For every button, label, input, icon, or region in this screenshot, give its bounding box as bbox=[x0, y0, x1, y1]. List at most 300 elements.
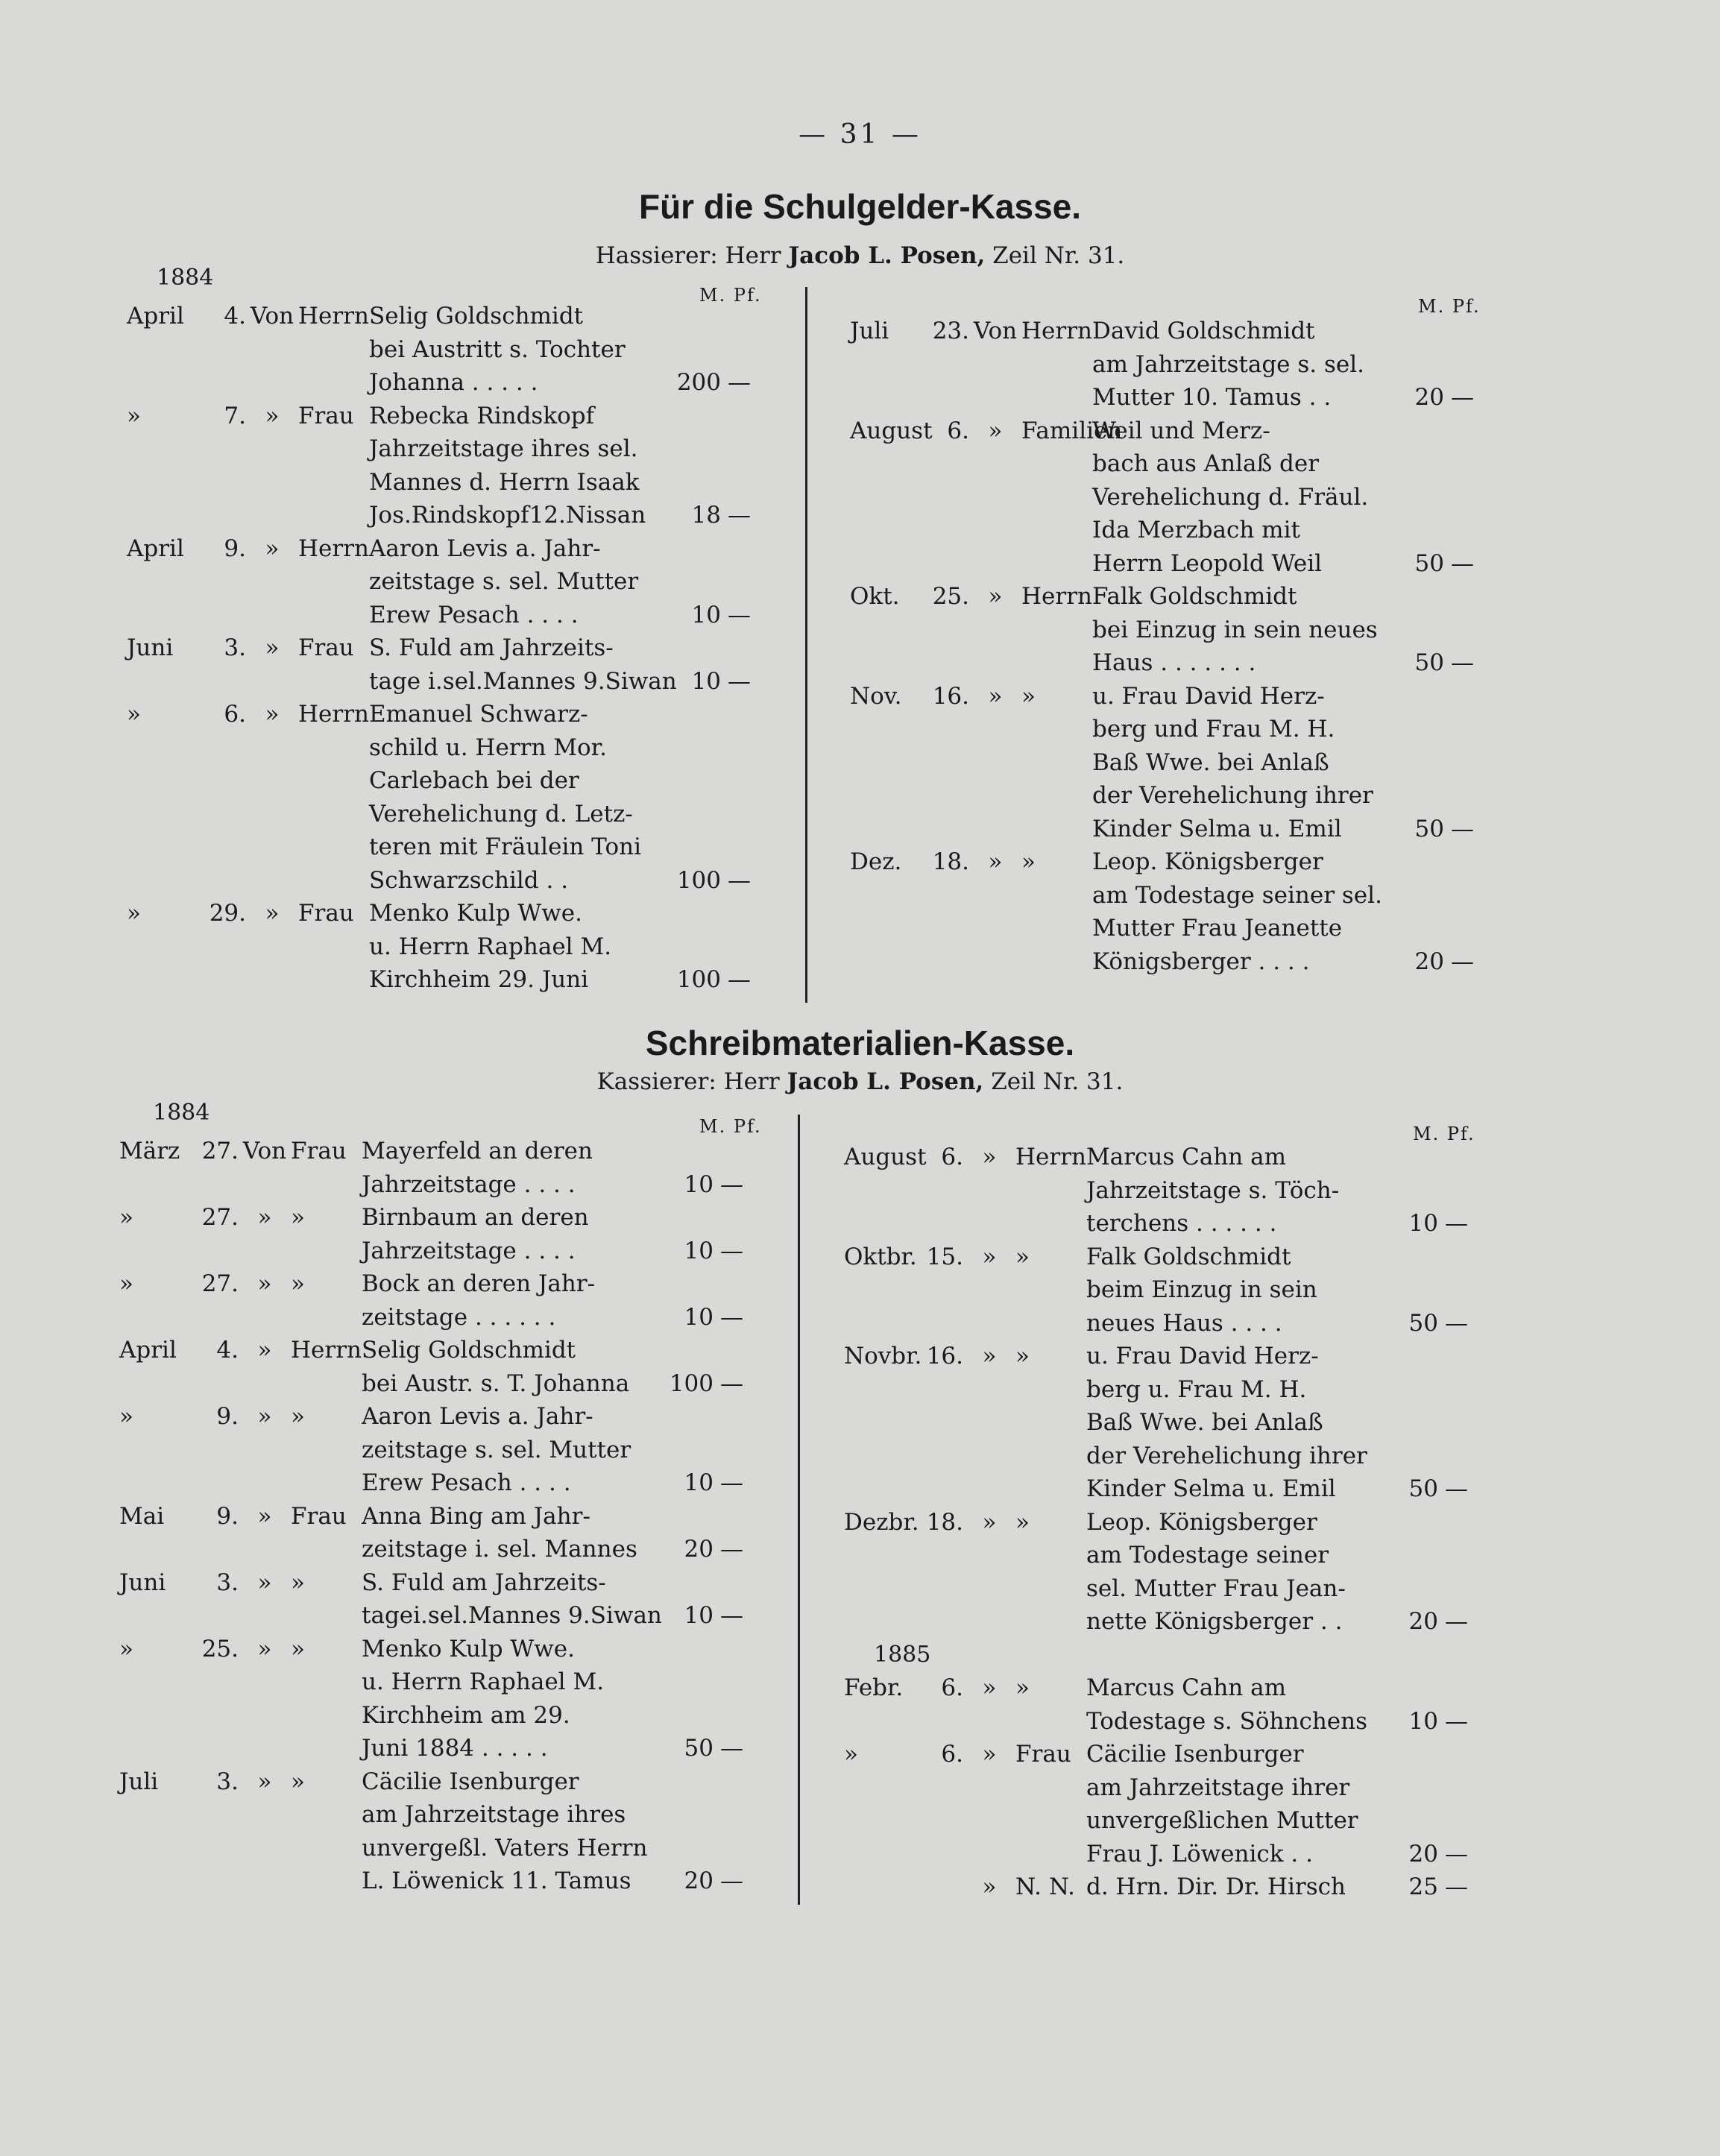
spacer bbox=[660, 1765, 713, 1799]
entry-preposition: » bbox=[982, 1674, 997, 1701]
entry-month: August bbox=[844, 1144, 927, 1170]
spacer bbox=[667, 333, 721, 367]
ledger-entry bbox=[850, 415, 1474, 581]
entry-date bbox=[119, 1500, 239, 1566]
entry-date bbox=[844, 1870, 963, 1904]
spacer bbox=[660, 1633, 713, 1666]
description-line: am Jahrzeitstage s. sel. bbox=[1092, 350, 1365, 378]
spacer bbox=[1390, 415, 1444, 448]
entry-mark-amount bbox=[1384, 1671, 1438, 1738]
entry-title: Herrn bbox=[298, 303, 369, 330]
entry-title: Herrn bbox=[1021, 583, 1092, 610]
entry-pfennig-amount bbox=[713, 1267, 743, 1334]
entry-pfennig-amount bbox=[1438, 1340, 1468, 1506]
description-line: Jahrzeitstage . . . . bbox=[362, 1170, 576, 1198]
pfennig-value: — bbox=[1445, 1608, 1468, 1635]
cashier-name: Jacob L. Posen, bbox=[788, 242, 986, 269]
description-line: Frau J. Löwenick . . bbox=[1086, 1840, 1313, 1867]
spacer bbox=[660, 1566, 713, 1600]
description-line: berg und Frau M. H. bbox=[1092, 716, 1335, 743]
description-line: tagei.sel.Mannes 9.Siwan bbox=[362, 1602, 662, 1629]
entry-mark-amount bbox=[660, 1633, 713, 1765]
description-line: nette Königsberger . . bbox=[1086, 1608, 1343, 1635]
description-line: u. Herrn Raphael M. bbox=[369, 933, 612, 960]
entry-mark-amount bbox=[1384, 1241, 1438, 1340]
entry-day: 27. bbox=[201, 1270, 239, 1297]
currency-header-right: M. Pf. bbox=[1418, 296, 1481, 317]
ledger-entry bbox=[844, 1738, 1468, 1870]
spacer bbox=[667, 631, 721, 665]
entry-pfennig-amount bbox=[721, 400, 751, 532]
entry-pfennig-amount bbox=[713, 1566, 743, 1633]
description-line: Todestage s. Söhnchens bbox=[1086, 1707, 1368, 1735]
spacer bbox=[660, 1665, 713, 1699]
entry-date bbox=[844, 1738, 963, 1870]
description-line: bei Austritt s. Tochter bbox=[369, 335, 626, 363]
entry-title: Frau bbox=[291, 1502, 347, 1530]
description-line: David Goldschmidt bbox=[1092, 318, 1315, 344]
entry-title: Herrn bbox=[1015, 1144, 1086, 1170]
entry-date bbox=[850, 415, 969, 581]
description-line: Juni 1884 . . . . . bbox=[362, 1735, 548, 1762]
spacer bbox=[660, 1798, 713, 1832]
description-line: Carlebach bei der bbox=[369, 767, 579, 794]
entry-pfennig-amount bbox=[1444, 315, 1474, 415]
entry-description bbox=[1092, 315, 1390, 415]
entry-pfennig-amount bbox=[1444, 845, 1474, 978]
entry-description bbox=[1086, 1738, 1384, 1870]
mark-value: 20 bbox=[1414, 948, 1444, 975]
entry-month: » bbox=[844, 1741, 858, 1768]
spacer bbox=[660, 1334, 713, 1367]
description-line: am Jahrzeitstage ihrer bbox=[1086, 1774, 1350, 1801]
entry-description bbox=[1086, 1141, 1384, 1241]
spacer bbox=[660, 1201, 713, 1235]
entry-day: 4. bbox=[224, 303, 246, 330]
entry-month: April bbox=[119, 1337, 177, 1364]
ledger-entry bbox=[127, 532, 751, 632]
pfennig-value: — bbox=[1451, 948, 1474, 975]
description-line: Kirchheim 29. Juni bbox=[369, 966, 589, 993]
ledger-left-column bbox=[119, 1135, 743, 1898]
mark-value: 20 bbox=[1408, 1840, 1438, 1867]
spacer bbox=[1384, 1671, 1438, 1705]
entry-date bbox=[127, 300, 246, 400]
entry-pfennig-amount bbox=[1438, 1870, 1468, 1904]
mark-value: 10 bbox=[1408, 1210, 1438, 1237]
spacer bbox=[721, 731, 751, 765]
description-line: unvergeßlichen Mutter bbox=[1086, 1807, 1358, 1834]
entry-preposition: » bbox=[257, 1502, 272, 1530]
spacer bbox=[667, 400, 721, 433]
entry-date bbox=[127, 897, 246, 997]
entry-day: 25. bbox=[932, 583, 969, 610]
mark-value: 50 bbox=[684, 1735, 713, 1762]
description-line: S. Fuld am Jahrzeits- bbox=[362, 1569, 606, 1596]
spacer bbox=[667, 830, 721, 864]
mark-value: 200 bbox=[676, 369, 721, 396]
spacer bbox=[1384, 1373, 1438, 1407]
mark-value: 50 bbox=[1414, 649, 1444, 676]
description-line: Emanuel Schwarz- bbox=[369, 701, 588, 728]
mark-value: 50 bbox=[1408, 1475, 1438, 1502]
cashier-prefix: Hassierer: Herr bbox=[595, 242, 781, 269]
spacer bbox=[713, 1633, 743, 1666]
entry-mark-amount bbox=[660, 1500, 713, 1566]
spacer bbox=[1444, 447, 1474, 481]
description-line: Königsberger . . . . bbox=[1092, 948, 1310, 975]
spacer bbox=[667, 764, 721, 798]
entry-mark-amount bbox=[667, 300, 721, 400]
entry-month: » bbox=[127, 402, 141, 429]
spacer bbox=[1384, 1506, 1438, 1539]
pfennig-value: — bbox=[720, 1303, 743, 1331]
description-line: L. Löwenick 11. Tamus bbox=[362, 1867, 631, 1894]
spacer bbox=[660, 1267, 713, 1301]
mark-value: 100 bbox=[676, 866, 721, 894]
description-line: Mutter 10. Tamus . . bbox=[1092, 384, 1332, 411]
entry-pfennig-amount bbox=[1438, 1506, 1468, 1639]
ledger-entry bbox=[850, 315, 1474, 415]
ledger-entry bbox=[844, 1141, 1468, 1241]
spacer bbox=[713, 1500, 743, 1534]
entry-title: » bbox=[291, 1403, 305, 1430]
description-line: d. Hrn. Dir. Dr. Hirsch bbox=[1086, 1873, 1346, 1900]
entry-date bbox=[850, 845, 969, 978]
spacer bbox=[1438, 1406, 1468, 1440]
pfennig-value: — bbox=[728, 502, 751, 529]
entry-mark-amount bbox=[1384, 1506, 1438, 1639]
entry-preposition: » bbox=[988, 848, 1003, 875]
entry-pfennig-amount bbox=[713, 1135, 743, 1201]
entry-mark-amount bbox=[660, 1267, 713, 1334]
entry-pfennig-amount bbox=[1444, 415, 1474, 581]
entry-month bbox=[844, 1870, 926, 1904]
description-line: am Todestage seiner bbox=[1086, 1542, 1329, 1569]
spacer bbox=[667, 565, 721, 599]
description-line: Aaron Levis a. Jahr- bbox=[362, 1403, 593, 1430]
spacer bbox=[667, 930, 721, 964]
entry-title: N. N. bbox=[1015, 1873, 1075, 1900]
description-line: Jahrzeitstage . . . . bbox=[362, 1237, 576, 1264]
entry-description bbox=[362, 1334, 660, 1400]
spacer bbox=[1444, 481, 1474, 514]
spacer bbox=[1444, 845, 1474, 879]
entry-mark-amount bbox=[1384, 1141, 1438, 1241]
entry-month: Mai bbox=[119, 1502, 165, 1530]
entry-description bbox=[362, 1765, 660, 1898]
description-line: Kinder Selma u. Emil bbox=[1086, 1475, 1336, 1502]
pfennig-value: — bbox=[720, 1536, 743, 1563]
mark-value: 10 bbox=[684, 1469, 713, 1496]
entry-preposition: » bbox=[257, 1569, 272, 1596]
entry-description bbox=[362, 1135, 660, 1201]
entry-month: Novbr. bbox=[844, 1343, 922, 1369]
ledger-right-column bbox=[850, 315, 1474, 978]
entry-description bbox=[1086, 1870, 1384, 1904]
entry-mark-amount bbox=[1390, 845, 1444, 978]
entry-day: 9. bbox=[216, 1502, 239, 1530]
spacer bbox=[1390, 680, 1444, 713]
description-line: berg u. Frau M. H. bbox=[1086, 1375, 1307, 1403]
description-line: Cäcilie Isenburger bbox=[1086, 1741, 1304, 1768]
spacer bbox=[667, 897, 721, 930]
spacer bbox=[1390, 746, 1444, 780]
entry-description bbox=[369, 698, 667, 897]
mark-value: 10 bbox=[684, 1237, 713, 1264]
entry-day: 18. bbox=[932, 848, 969, 875]
spacer bbox=[1444, 779, 1474, 813]
description-line: bach aus Anlaß der bbox=[1092, 450, 1320, 477]
year-label: 1884 bbox=[157, 265, 214, 291]
description-line: Baß Wwe. bei Anlaß bbox=[1086, 1409, 1323, 1436]
description-line: Cäcilie Isenburger bbox=[362, 1768, 579, 1795]
spacer bbox=[713, 1665, 743, 1699]
entry-preposition: Von bbox=[973, 318, 1018, 344]
entry-date bbox=[119, 1400, 239, 1500]
spacer bbox=[1444, 680, 1474, 713]
entry-preposition: » bbox=[265, 634, 280, 661]
pfennig-value: — bbox=[728, 866, 751, 894]
entry-date bbox=[844, 1671, 963, 1738]
cashier-address: Zeil Nr. 31. bbox=[992, 242, 1125, 269]
spacer bbox=[1444, 746, 1474, 780]
spacer bbox=[1390, 481, 1444, 514]
entry-month: Okt. bbox=[850, 583, 900, 610]
description-line: Verehelichung d. Fräul. bbox=[1092, 483, 1369, 511]
ledger-entry bbox=[127, 897, 751, 997]
description-line: zeitstage . . . . . . bbox=[362, 1303, 556, 1331]
spacer bbox=[721, 698, 751, 731]
entry-mark-amount bbox=[1384, 1340, 1438, 1506]
spacer bbox=[721, 897, 751, 930]
entry-title: » bbox=[291, 1635, 305, 1662]
mark-value: 20 bbox=[684, 1867, 713, 1894]
mark-value: 20 bbox=[684, 1536, 713, 1563]
entry-title: Frau bbox=[298, 634, 354, 661]
entry-description bbox=[362, 1633, 660, 1765]
entry-title: Frau bbox=[1015, 1741, 1071, 1768]
spacer bbox=[667, 300, 721, 333]
description-line: Erew Pesach . . . . bbox=[369, 601, 579, 628]
spacer bbox=[1438, 1373, 1468, 1407]
entry-title: Herrn bbox=[298, 701, 369, 728]
entry-mark-amount bbox=[1384, 1870, 1438, 1904]
spacer bbox=[713, 1699, 743, 1733]
pfennig-value: — bbox=[720, 1735, 743, 1762]
description-line: Bock an deren Jahr- bbox=[362, 1270, 596, 1297]
entry-title: » bbox=[291, 1768, 305, 1795]
description-line: Leop. Königsberger bbox=[1092, 848, 1323, 875]
spacer bbox=[1438, 1141, 1468, 1174]
entry-mark-amount bbox=[667, 631, 721, 698]
spacer bbox=[660, 1400, 713, 1434]
entry-preposition: Von bbox=[242, 1138, 287, 1164]
entry-day: 3. bbox=[216, 1768, 239, 1795]
description-line: zeitstage s. sel. Mutter bbox=[369, 568, 639, 595]
entry-date bbox=[850, 680, 969, 846]
entry-mark-amount bbox=[1390, 415, 1444, 581]
spacer bbox=[1438, 1804, 1468, 1838]
entry-date bbox=[119, 1765, 239, 1898]
entry-day: 7. bbox=[224, 402, 246, 429]
entry-mark-amount bbox=[1390, 580, 1444, 680]
spacer bbox=[713, 1832, 743, 1865]
description-line: tage i.sel.Mannes 9.Siwan bbox=[369, 667, 677, 695]
description-line: Rebecka Rindskopf bbox=[369, 402, 595, 429]
pfennig-value: — bbox=[720, 1237, 743, 1264]
entry-description bbox=[362, 1201, 660, 1267]
entry-title: Frau bbox=[298, 402, 354, 429]
spacer bbox=[1438, 1340, 1468, 1373]
entry-day: 16. bbox=[932, 682, 969, 710]
entry-pfennig-amount bbox=[1438, 1241, 1468, 1340]
ledger-entry bbox=[850, 580, 1474, 680]
entry-description bbox=[369, 532, 667, 632]
entry-month: » bbox=[119, 1204, 133, 1231]
spacer bbox=[660, 1699, 713, 1733]
spacer bbox=[1384, 1174, 1438, 1208]
pfennig-value: — bbox=[1451, 649, 1474, 676]
currency-header-right: M. Pf. bbox=[1413, 1123, 1475, 1144]
ledger-entry bbox=[850, 680, 1474, 846]
entry-date bbox=[127, 532, 246, 632]
cashier-prefix: Kassierer: Herr bbox=[596, 1068, 780, 1095]
pfennig-value: — bbox=[1445, 1309, 1468, 1337]
description-line: schild u. Herrn Mor. bbox=[369, 734, 607, 761]
spacer bbox=[1390, 879, 1444, 912]
entry-date bbox=[127, 698, 246, 897]
entry-pfennig-amount bbox=[1438, 1671, 1468, 1738]
entry-day: 27. bbox=[201, 1204, 239, 1231]
entry-day: 6. bbox=[941, 1741, 963, 1768]
entry-month: » bbox=[127, 900, 141, 927]
entry-description bbox=[1086, 1241, 1384, 1340]
entry-pfennig-amount bbox=[721, 532, 751, 632]
spacer bbox=[1438, 1572, 1468, 1606]
spacer bbox=[721, 333, 751, 367]
description-line: am Jahrzeitstage ihres bbox=[362, 1801, 626, 1828]
spacer bbox=[721, 764, 751, 798]
spacer bbox=[667, 798, 721, 831]
description-line: Weil und Merz- bbox=[1092, 417, 1270, 444]
pfennig-value: — bbox=[728, 966, 751, 993]
entry-date bbox=[119, 1201, 239, 1267]
spacer bbox=[1444, 348, 1474, 382]
spacer bbox=[660, 1500, 713, 1534]
pfennig-value: — bbox=[728, 667, 751, 695]
spacer bbox=[1444, 713, 1474, 746]
spacer bbox=[1444, 315, 1474, 348]
spacer bbox=[1390, 514, 1444, 547]
description-line: Falk Goldschmidt bbox=[1092, 583, 1297, 610]
description-line: Jahrzeitstage ihres sel. bbox=[369, 435, 638, 462]
year-marker: 1885 bbox=[874, 1641, 931, 1668]
entry-day: 25. bbox=[201, 1635, 239, 1662]
entry-preposition: » bbox=[982, 1873, 997, 1900]
entry-date bbox=[119, 1267, 239, 1334]
spacer bbox=[713, 1434, 743, 1467]
entry-mark-amount bbox=[660, 1765, 713, 1898]
description-line: zeitstage s. sel. Mutter bbox=[362, 1436, 631, 1463]
spacer bbox=[1384, 1141, 1438, 1174]
description-line: am Todestage seiner sel. bbox=[1092, 881, 1382, 909]
entry-mark-amount bbox=[667, 897, 721, 997]
entry-mark-amount bbox=[667, 400, 721, 532]
entry-month: » bbox=[119, 1270, 133, 1297]
entry-title: Frau bbox=[291, 1138, 347, 1164]
mark-value: 10 bbox=[684, 1170, 713, 1198]
entry-preposition: » bbox=[988, 583, 1003, 610]
entry-description bbox=[1086, 1340, 1384, 1506]
ledger-entry bbox=[119, 1267, 743, 1334]
entry-description bbox=[362, 1267, 660, 1334]
entry-description bbox=[1086, 1671, 1384, 1738]
spacer bbox=[1444, 415, 1474, 448]
entry-pfennig-amount bbox=[721, 631, 751, 698]
description-line: Leop. Königsberger bbox=[1086, 1508, 1317, 1536]
spacer bbox=[1384, 1771, 1438, 1805]
entry-title: Frau bbox=[298, 900, 354, 927]
entry-date bbox=[844, 1141, 963, 1241]
entry-month: Dez. bbox=[850, 848, 902, 875]
mark-value: 50 bbox=[1408, 1309, 1438, 1337]
entry-pfennig-amount bbox=[713, 1633, 743, 1765]
entry-month: August bbox=[850, 417, 933, 444]
description-line: Johanna . . . . . bbox=[369, 369, 538, 396]
spacer bbox=[1438, 1440, 1468, 1473]
entry-preposition: » bbox=[265, 402, 280, 429]
entry-day: 6. bbox=[224, 701, 246, 728]
entry-preposition: » bbox=[257, 1635, 272, 1662]
spacer bbox=[1438, 1506, 1468, 1539]
description-line: Haus . . . . . . . bbox=[1092, 649, 1256, 676]
spacer bbox=[1438, 1174, 1468, 1208]
entry-description bbox=[369, 897, 667, 997]
pfennig-value: — bbox=[720, 1369, 743, 1397]
ledger-entry bbox=[844, 1506, 1468, 1639]
column-divider bbox=[805, 287, 807, 1003]
section-title-schulgelder: Für die Schulgelder-Kasse. bbox=[638, 187, 1082, 226]
ledger-entry bbox=[844, 1671, 1468, 1738]
entry-mark-amount bbox=[667, 698, 721, 897]
spacer bbox=[667, 432, 721, 466]
entry-pfennig-amount bbox=[713, 1334, 743, 1400]
entry-description bbox=[369, 631, 677, 698]
spacer bbox=[713, 1201, 743, 1235]
cashier-line-schreibmaterialien bbox=[0, 1068, 1720, 1095]
description-line: Herrn Leopold Weil bbox=[1092, 549, 1323, 577]
description-line: Selig Goldschmidt bbox=[362, 1337, 576, 1364]
entry-day: 16. bbox=[926, 1343, 963, 1369]
description-line: unvergeßl. Vaters Herrn bbox=[362, 1834, 648, 1862]
entry-pfennig-amount bbox=[721, 698, 751, 897]
description-line: Jahrzeitstage s. Töch- bbox=[1086, 1176, 1340, 1204]
entry-description bbox=[1086, 1506, 1384, 1639]
spacer bbox=[1438, 1671, 1468, 1705]
entry-month: April bbox=[127, 535, 184, 562]
pfennig-value: — bbox=[728, 601, 751, 628]
ledger-entry bbox=[119, 1400, 743, 1500]
spacer bbox=[713, 1765, 743, 1799]
pfennig-value: — bbox=[1445, 1475, 1468, 1502]
spacer bbox=[1438, 1539, 1468, 1572]
entry-pfennig-amount bbox=[713, 1400, 743, 1500]
spacer bbox=[1390, 845, 1444, 879]
entry-mark-amount bbox=[1384, 1738, 1438, 1870]
entry-title: Familien bbox=[1021, 417, 1123, 444]
ledger-entry bbox=[127, 698, 751, 897]
